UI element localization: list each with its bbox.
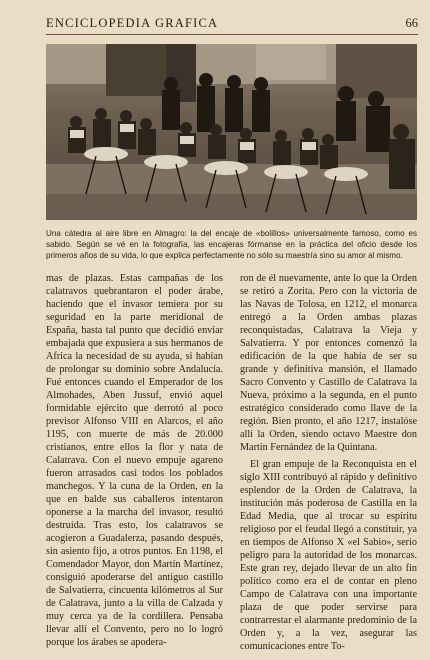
- lacemakers-photograph: [46, 44, 417, 220]
- left-column-paragraph: mas de plazas. Estas campañas de los calatravos quebrantaron el poder árabe, haciendo que el invasor temiera por su seguridad en la parte meridional de España, hasta tal punto que decidió enviar embajada que expusiera a sus hermanos de Africa la necesidad de su ayuda, si habían de prolongar su dominio sobre Andalucía. Fué entonces cuando el Emperador de los Almohades, Aben Jussuf, envió aquel formidable ejército que derrotó al poco previsor Alfonso VIII en Alarcos, el año 1195, con muerte de más de 20.000 cristianos, entre ellos la flor y nata de Calatrava. Con el nuevo empuje agareno fueron arrasados casi todos los poblados manchegos. Y la cuna de la Orden, en la que en balde sus caballeros intentaron oponerse a la marcha del invasor, resultó destruída. Tras esto, los calatravos se acogieron a Guadalerza, pasando después, sin asiento fijo, a otros puntos. En 1198, el Comendador Mayor, don Martín Martínez, consiguió apoderarse del antiguo castillo de Salvatierra, cincuenta kilómetros al Sur de Calatrava, junto a la villa de Calzada y muy cerca ya de la cordillera. Pensaba llevar allí el Convento, pero no lo logró porque los árabes se apodera-: [46, 273, 223, 648]
- photo-caption: Una cátedra al aire libre en Almagro: la del encaje de «bolillos» universalmente famoso, como es sabido. Según se vé en la fotografía, las encajeras fórmanse en la práctica del oficio desde los primeros años de su vida, lo que explica perfectamente no sólo su maestría sino su amor al mismo.: [46, 229, 417, 260]
- right-text-column: [240, 272, 417, 653]
- photo-illustration: [46, 44, 417, 220]
- left-text-column: [46, 272, 223, 649]
- page-number: 66: [405, 15, 418, 30]
- right-column-paragraph-2: El gran empuje de la Reconquista en el siglo XIII contribuyó al rápido y definitivo esplendor de la Orden de Calatrava, la institución más poderosa de Castilla en la Edad Media, que al trocar su espíritu religioso por el feudal llegó a constituir, ya en tiempos de Alfonso X «el Sabio», serio peligro para la autoridad de los monarcas. Este gran rey, dejado llevar de un alto fin político como era el de contar en pleno Campo de Calatrava con una importante plaza de que poder servirse para contrarrestar el alarmante predominio de la Orden y, a la vez, asegurar las comunicaciones entre To-: [240, 459, 417, 652]
- running-header: [46, 12, 418, 35]
- right-column-paragraph-1: ron de él nuevamente, ante lo que la Orden se retiró a Zorita. Pero con la victoria de las Navas de Tolosa, en 1212, el monarca entregó a la Orden ambas plazas reconquistadas, Calatrava la Vieja y Salvatierra. Y por entonces comenzó la edificación de la que había de ser su grande y definitiva mansión, el llamado Sacro Convento y Castillo de Calatrava la Nueva, próximo a la segunda, en el punto estratégico considerado como llave de la región. Bien pronto, el año 1217, instalóse allí la Orden, siendo octavo Maestre don Martín Fernández de la Quintana.: [240, 273, 417, 453]
- publication-title: ENCICLOPEDIA GRAFICA: [46, 15, 219, 30]
